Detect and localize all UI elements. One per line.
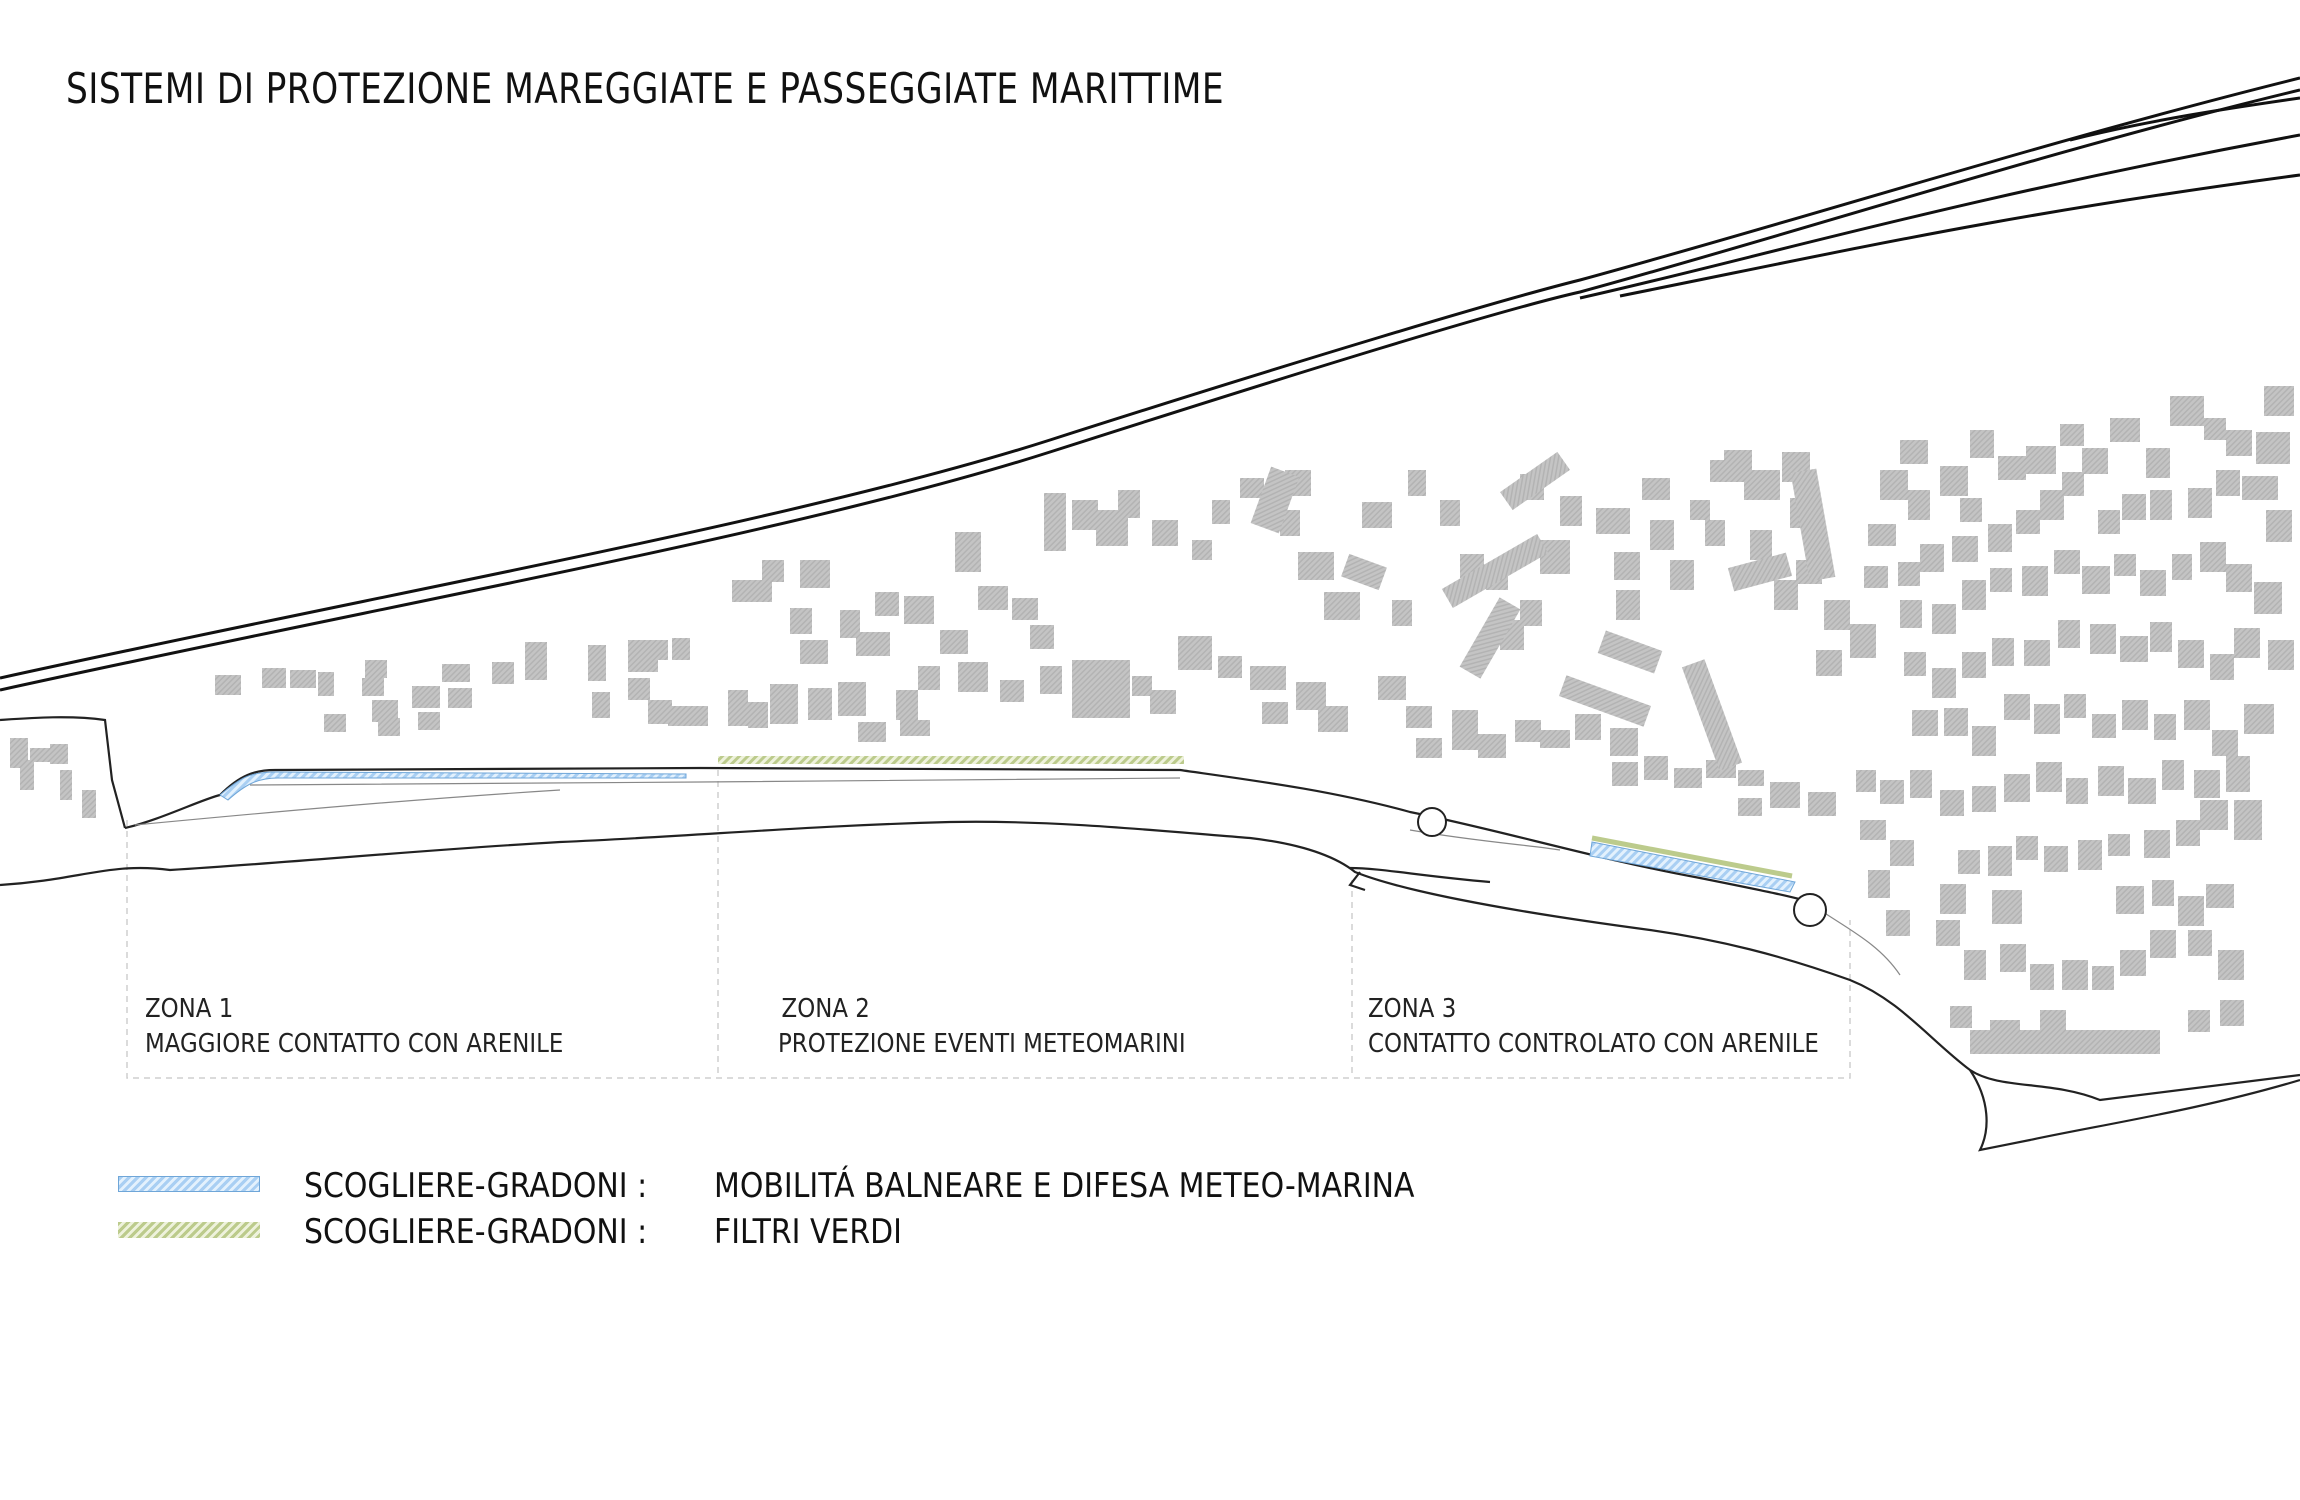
- building-footprint: [1250, 666, 1286, 690]
- building-footprint: [2120, 636, 2148, 662]
- building-footprint: [1920, 544, 1944, 572]
- building-footprint: [318, 672, 334, 696]
- building-footprint: [1998, 456, 2026, 480]
- building-footprint: [918, 666, 940, 690]
- building-footprint: [1950, 1006, 1972, 1028]
- building-footprint: [2110, 418, 2140, 442]
- building-footprint: [1452, 710, 1478, 750]
- building-footprint: [1940, 790, 1964, 816]
- building-footprint: [1044, 493, 1066, 551]
- building-footprint: [668, 706, 708, 726]
- building-footprint: [1178, 636, 1212, 670]
- waterline: [0, 822, 2300, 1150]
- building-footprint: [2004, 774, 2030, 802]
- building-footprint: [875, 592, 899, 616]
- building-footprint: [2150, 490, 2172, 520]
- building-footprint: [50, 744, 68, 764]
- building-footprint: [1750, 530, 1772, 560]
- building-footprint: [1030, 625, 1054, 649]
- zone-2-description: PROTEZIONE EVENTI METEOMARINI: [778, 1029, 1186, 1059]
- building-footprint: [2178, 640, 2204, 668]
- legend-key: SCOGLIERE-GRADONI :: [304, 1166, 648, 1206]
- building-footprint: [2034, 704, 2060, 734]
- building-footprint: [2226, 756, 2250, 792]
- building-footprint: [900, 720, 930, 736]
- building-footprint: [1442, 534, 1548, 608]
- building-footprint: [2004, 694, 2030, 720]
- building-footprint: [2176, 820, 2200, 846]
- building-footprint: [2184, 700, 2210, 730]
- building-footprint: [1972, 786, 1996, 812]
- building-footprint: [1012, 598, 1038, 620]
- building-footprint: [290, 670, 316, 688]
- building-footprint: [955, 532, 981, 572]
- building-footprint: [2092, 714, 2116, 738]
- building-footprint: [1932, 668, 1956, 698]
- building-footprint: [1770, 782, 1800, 808]
- building-footprint: [1738, 798, 1762, 816]
- building-footprint: [1808, 792, 1836, 816]
- zone-3-description: CONTATTO CONTROLATO CON ARENILE: [1368, 1029, 1819, 1059]
- building-footprint: [418, 712, 440, 730]
- building-footprint: [2016, 836, 2038, 860]
- building-footprint: [1944, 708, 1968, 736]
- building-footprint: [2218, 950, 2244, 980]
- building-footprint: [858, 722, 886, 742]
- building-footprint: [1910, 770, 1932, 798]
- building-footprint: [2066, 778, 2088, 804]
- building-footprint: [365, 660, 387, 678]
- building-footprint: [2216, 470, 2240, 496]
- building-footprint: [82, 790, 96, 818]
- building-footprint: [1690, 500, 1710, 520]
- building-footprint: [1559, 675, 1651, 726]
- building-footprint: [1298, 552, 1334, 580]
- building-footprint: [1958, 850, 1980, 874]
- building-footprint: [448, 688, 472, 708]
- building-footprint: [1642, 478, 1670, 500]
- building-footprint: [1744, 470, 1780, 500]
- building-footprint: [652, 640, 668, 660]
- building-footprint: [1408, 470, 1426, 496]
- building-footprint: [2188, 488, 2212, 518]
- building-footprint: [2206, 884, 2234, 908]
- building-footprint: [2172, 554, 2192, 580]
- building-footprint: [1886, 910, 1910, 936]
- building-footprint: [1972, 726, 1996, 756]
- protection-strips: [220, 756, 1795, 892]
- building-footprint: [1212, 500, 1230, 524]
- legend-description: FILTRI VERDI: [714, 1212, 903, 1252]
- building-footprint: [2264, 386, 2294, 416]
- zone-2-label: [778, 992, 1186, 1062]
- building-footprint: [1240, 478, 1264, 498]
- building-footprint: [1650, 520, 1674, 550]
- building-footprint: [215, 675, 241, 695]
- building-footprint: [2062, 960, 2088, 990]
- building-footprint: [1816, 650, 1842, 676]
- building-footprint: [1850, 624, 1876, 658]
- building-footprint: [2154, 714, 2176, 740]
- building-footprint: [1515, 720, 1541, 742]
- legend-swatch-blue: [118, 1176, 260, 1192]
- building-footprint: [978, 586, 1008, 610]
- building-footprint: [2026, 446, 2056, 474]
- building-footprint: [525, 642, 547, 680]
- zone-3-name: ZONA 3: [1368, 994, 1457, 1024]
- building-footprint: [1072, 500, 1098, 530]
- zone-3-label: [1368, 992, 1819, 1062]
- building-footprint: [1904, 652, 1926, 676]
- building-footprint: [324, 714, 346, 732]
- building-footprint: [2212, 730, 2238, 756]
- building-footprint: [1940, 884, 1966, 914]
- building-footprint: [2024, 640, 2050, 666]
- building-footprint: [1192, 540, 1212, 560]
- building-footprint: [2266, 510, 2292, 542]
- building-footprint: [896, 690, 918, 720]
- legend-key: SCOGLIERE-GRADONI :: [304, 1212, 648, 1252]
- building-footprint: [2170, 396, 2204, 426]
- building-footprint: [2082, 566, 2110, 594]
- building-footprint: [2092, 966, 2114, 990]
- building-footprint: [1218, 656, 1242, 678]
- building-footprint: [2204, 418, 2226, 440]
- building-footprint: [2234, 800, 2262, 840]
- building-footprint: [2146, 448, 2170, 478]
- building-footprint: [2090, 624, 2116, 654]
- building-footprint: [2162, 760, 2184, 790]
- building-footprint: [2220, 1000, 2244, 1026]
- building-footprint: [60, 770, 72, 800]
- building-footprint: [808, 688, 832, 720]
- building-footprint: [362, 678, 384, 696]
- building-footprint: [588, 645, 606, 681]
- building-footprint: [1774, 580, 1798, 610]
- building-footprint: [2140, 570, 2166, 596]
- building-footprint: [1610, 728, 1638, 756]
- buildings: [10, 386, 2294, 1054]
- building-footprint: [2256, 432, 2290, 464]
- building-footprint: [762, 560, 784, 582]
- building-footprint: [492, 662, 514, 684]
- building-footprint: [1932, 604, 1956, 634]
- building-footprint: [2144, 830, 2170, 858]
- zone-1-label: [145, 992, 563, 1062]
- building-footprint: [1890, 840, 1914, 866]
- building-footprint: [1560, 496, 1582, 526]
- building-footprint: [1900, 440, 1928, 464]
- building-footprint: [2116, 886, 2144, 914]
- building-footprint: [2152, 880, 2174, 906]
- building-footprint: [2188, 1010, 2210, 1032]
- building-footprint: [1912, 710, 1938, 736]
- promenade-thin-lines: [135, 778, 1900, 975]
- building-footprint: [2242, 476, 2278, 500]
- building-footprint: [1868, 870, 1890, 898]
- building-footprint: [1392, 600, 1412, 626]
- building-footprint: [1970, 430, 1994, 458]
- building-footprint: [2226, 430, 2252, 456]
- building-footprint: [1644, 756, 1668, 780]
- building-footprint: [2122, 700, 2148, 730]
- building-footprint: [2188, 930, 2212, 956]
- building-footprint: [904, 596, 934, 624]
- building-footprint: [2054, 550, 2080, 574]
- building-footprint: [2078, 840, 2102, 870]
- building-footprint: [1880, 780, 1904, 804]
- building-footprint: [1898, 562, 1920, 586]
- zone-2-name: ZONA 2: [781, 994, 870, 1024]
- building-footprint: [1908, 490, 1930, 520]
- building-footprint: [790, 608, 812, 634]
- building-footprint: [2030, 964, 2054, 990]
- building-footprint: [1682, 659, 1742, 771]
- building-footprint: [1416, 738, 1442, 758]
- building-footprint: [856, 632, 890, 656]
- legend-description: MOBILITÁ BALNEARE E DIFESA METEO-MARINA: [714, 1166, 1415, 1206]
- building-footprint: [1856, 770, 1876, 792]
- building-footprint: [2268, 640, 2294, 670]
- building-footprint: [1964, 950, 1986, 980]
- building-footprint: [20, 760, 34, 790]
- building-footprint: [1988, 524, 2012, 552]
- building-footprint: [1040, 666, 1062, 694]
- building-footprint: [2120, 950, 2146, 976]
- building-footprint: [1952, 536, 1978, 562]
- building-footprint: [2200, 800, 2228, 830]
- building-footprint: [2244, 704, 2274, 734]
- building-footprint: [2098, 510, 2120, 534]
- building-footprint: [1900, 600, 1922, 628]
- building-footprint: [1738, 770, 1764, 786]
- building-footprint: [2254, 582, 2282, 614]
- building-footprint: [2062, 472, 2084, 496]
- building-footprint: [1598, 630, 1663, 673]
- building-footprint: [628, 678, 650, 700]
- building-footprint: [1992, 890, 2022, 924]
- building-footprint: [2200, 542, 2226, 572]
- building-footprint: [1150, 690, 1176, 714]
- building-footprint: [1860, 820, 1886, 840]
- building-footprint: [1880, 470, 1908, 500]
- building-footprint: [732, 580, 772, 602]
- building-footprint: [1990, 568, 2012, 592]
- building-footprint: [1616, 590, 1640, 620]
- building-footprint: [838, 682, 866, 716]
- building-footprint: [2128, 778, 2156, 804]
- building-footprint: [2058, 620, 2080, 648]
- building-footprint: [800, 640, 828, 664]
- building-footprint: [1612, 762, 1638, 786]
- building-footprint: [1962, 652, 1986, 678]
- zone-1-description: MAGGIORE CONTATTO CON ARENILE: [145, 1029, 564, 1059]
- building-footprint: [1614, 552, 1640, 580]
- building-footprint: [2064, 694, 2086, 718]
- building-footprint: [2178, 896, 2204, 926]
- legend-swatch-green: [118, 1222, 260, 1238]
- promenade-circles: [1418, 808, 1826, 926]
- building-footprint: [1824, 600, 1850, 630]
- railway-lines: [0, 78, 2300, 690]
- building-footprint: [1072, 660, 1130, 718]
- building-footprint: [1152, 520, 1178, 546]
- building-footprint: [2060, 424, 2084, 446]
- building-footprint: [2114, 554, 2136, 576]
- building-footprint: [1520, 600, 1542, 626]
- building-footprint: [2000, 944, 2026, 972]
- building-footprint: [2108, 834, 2130, 856]
- building-footprint: [412, 686, 440, 708]
- building-footprint: [1540, 730, 1570, 748]
- building-footprint: [2036, 762, 2062, 792]
- building-footprint: [1936, 920, 1960, 946]
- building-footprint: [748, 702, 768, 728]
- building-footprint: [1992, 638, 2014, 666]
- building-footprint: [1670, 560, 1694, 590]
- building-footprint: [378, 718, 400, 736]
- building-footprint: [2194, 770, 2220, 798]
- building-footprint: [1296, 682, 1326, 710]
- building-footprint: [1132, 676, 1152, 696]
- building-footprint: [2016, 510, 2040, 534]
- building-footprint: [958, 662, 988, 692]
- building-footprint: [672, 638, 690, 660]
- building-footprint: [1705, 520, 1725, 546]
- building-footprint: [1940, 466, 1968, 496]
- building-footprint: [1440, 500, 1460, 526]
- building-footprint: [1500, 452, 1570, 510]
- building-footprint: [2044, 846, 2068, 872]
- building-footprint: [1362, 502, 1392, 528]
- building-footprint: [770, 684, 798, 724]
- building-footprint: [2022, 566, 2048, 596]
- building-footprint: [592, 692, 610, 718]
- building-footprint: [1710, 460, 1732, 482]
- building-footprint: [728, 690, 748, 726]
- building-footprint: [1575, 714, 1601, 740]
- building-footprint: [940, 630, 968, 654]
- building-footprint: [1318, 706, 1348, 732]
- building-footprint: [2098, 766, 2124, 796]
- building-footprint: [2040, 490, 2064, 520]
- building-footprint: [1118, 490, 1140, 518]
- building-footprint: [1378, 676, 1406, 700]
- building-footprint: [1262, 702, 1288, 724]
- building-footprint: [2234, 628, 2260, 658]
- building-footprint: [1341, 554, 1387, 590]
- building-footprint: [2226, 564, 2252, 592]
- building-footprint: [1864, 566, 1888, 588]
- building-footprint: [1988, 846, 2012, 876]
- building-footprint: [442, 664, 470, 682]
- building-footprint: [1962, 580, 1986, 610]
- building-footprint: [1540, 540, 1570, 574]
- building-footprint: [262, 668, 286, 688]
- building-footprint: [1960, 498, 1982, 522]
- building-footprint: [1324, 592, 1360, 620]
- building-footprint: [2150, 930, 2176, 958]
- building-footprint: [2122, 494, 2146, 520]
- building-footprint: [1406, 706, 1432, 728]
- building-footprint: [2210, 654, 2234, 680]
- map-title: SISTEMI DI PROTEZIONE MAREGGIATE E PASSEGGIATE MARITTIME: [66, 64, 1225, 113]
- building-footprint: [2082, 448, 2108, 474]
- zone-1-name: ZONA 1: [145, 994, 234, 1024]
- building-footprint: [800, 560, 830, 588]
- building-footprint: [1868, 524, 1896, 546]
- building-footprint: [2150, 622, 2172, 652]
- building-footprint: [1478, 734, 1506, 758]
- building-footprint: [1596, 508, 1630, 534]
- building-footprint: [1970, 1030, 2160, 1054]
- building-footprint: [1000, 680, 1024, 702]
- building-footprint: [1674, 768, 1702, 788]
